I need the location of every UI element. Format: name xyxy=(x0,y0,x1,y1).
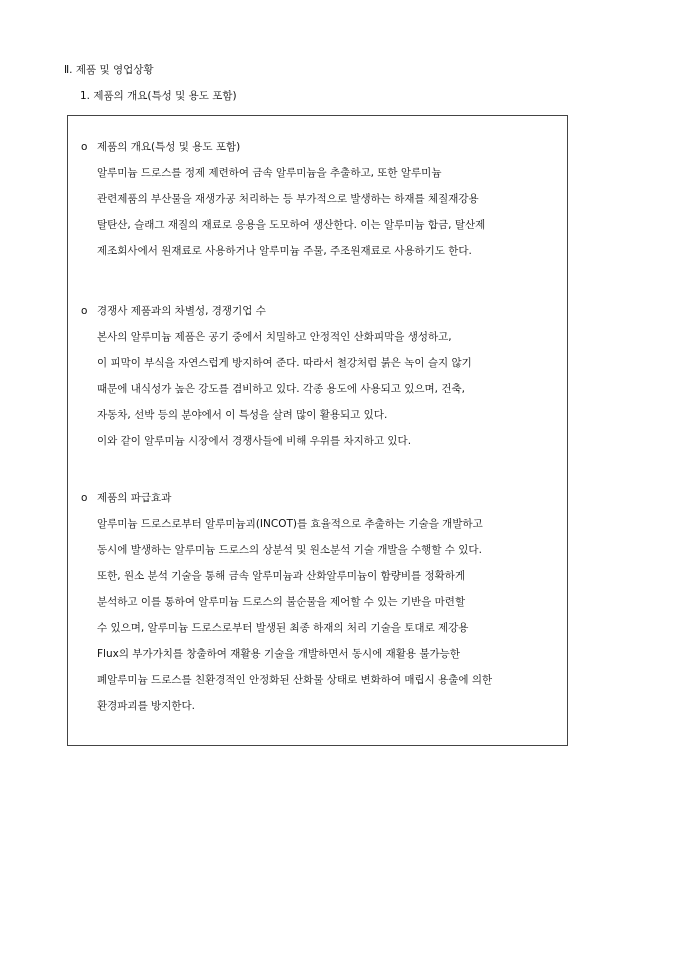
paragraph-line: 폐알루미늄 드로스를 친환경적인 안정화된 산화물 상태로 변화하여 매립시 용출에 의한 xyxy=(97,674,493,686)
paragraph-line: 분석하고 이를 통하여 알루미늄 드로스의 불순물을 제어할 수 있는 기반을 마련할 xyxy=(97,596,466,608)
section-title xyxy=(81,298,561,324)
paragraph-line: 알루미늄 드로스로부터 알루미늄괴(INCOT)를 효율적으로 추출하는 기술을 개발하고 xyxy=(97,518,483,530)
paragraph-line: 때문에 내식성가 높은 강도를 겸비하고 있다. 각종 용도에 사용되고 있으며, 건축, xyxy=(97,383,465,395)
paragraph-line: 관련제품의 부산물을 재생가공 처리하는 등 부가적으로 발생하는 하재를 체질재강용 xyxy=(97,193,479,205)
bullet-marker: o xyxy=(81,305,88,317)
content-box xyxy=(67,115,568,746)
bullet-marker: o xyxy=(81,141,88,153)
subsection-heading: 1. 제품의 개요(특성 및 용도 포함) xyxy=(80,90,237,102)
paragraph-line: 알루미늄 드로스를 정제 제련하여 금속 알루미늄을 추출하고, 또한 알루미늄 xyxy=(97,167,442,179)
paragraph-line: 동시에 발생하는 알루미늄 드로스의 상분석 및 원소분석 기술 개발을 수행할 수 있다. xyxy=(97,544,482,556)
section-title-text: 제품의 개요(특성 및 용도 포함) xyxy=(97,141,241,153)
section-heading: Ⅱ. 제품 및 영업상황 xyxy=(64,64,154,76)
paragraph-line: 환경파괴를 방지한다. xyxy=(97,700,195,712)
section-title-text: 제품의 파급효과 xyxy=(97,492,172,504)
paragraph-line: 수 있으며, 알루미늄 드로스로부터 발생된 최종 하재의 처리 기술을 토대로 제강용 xyxy=(97,622,469,634)
section-title-text: 경쟁사 제품과의 차별성, 경쟁기업 수 xyxy=(97,305,266,317)
paragraph-line: 탈탄산, 슬래그 재질의 재료로 응용을 도모하여 생산한다. 이는 알루미늄 합금, 탈산제 xyxy=(97,219,486,231)
paragraph-line: Flux의 부가가치를 창출하여 재활용 기술을 개발하면서 동시에 재활용 불가능한 xyxy=(97,648,460,660)
paragraph-line: 자동차, 선박 등의 분야에서 이 특성을 살려 많이 활용되고 있다. xyxy=(97,409,388,421)
paragraph-line: 이 피막이 부식을 자연스럽게 방지하여 준다. 따라서 철강처럼 붉은 녹이 슬지 않기 xyxy=(97,357,472,369)
section-overview xyxy=(81,134,561,264)
paragraph-line: 이와 같이 알루미늄 시장에서 경쟁사들에 비해 우위를 차지하고 있다. xyxy=(97,435,412,447)
paragraph-line: 또한, 원소 분석 기술을 통해 금속 알루미늄과 산화알루미늄이 함량비를 정확하게 xyxy=(97,570,466,582)
paragraph-line: 본사의 알루미늄 제품은 공기 중에서 치밀하고 안정적인 산화피막을 생성하고, xyxy=(97,331,452,343)
section-title xyxy=(81,485,561,511)
paragraph-line: 제조회사에서 원재료로 사용하거나 알루미늄 주물, 주조원재료로 사용하기도 한다. xyxy=(97,245,472,257)
section-differentiation xyxy=(81,298,561,454)
section-title xyxy=(81,134,561,160)
bullet-marker: o xyxy=(81,492,88,504)
section-ripple-effect xyxy=(81,485,561,719)
